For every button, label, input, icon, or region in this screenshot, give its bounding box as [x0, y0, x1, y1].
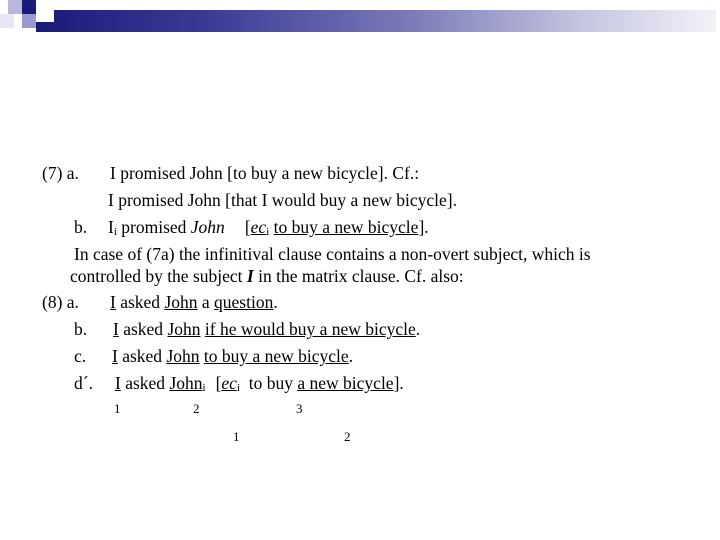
subject-I: I — [108, 217, 114, 237]
example-8c-label: c. — [74, 346, 87, 366]
example-7b-text — [108, 216, 429, 243]
example-8b-text: I asked John if he would buy a new bicycle. — [113, 319, 421, 339]
example-8a-text: I asked John a question. — [110, 292, 278, 312]
number-label: 1 — [114, 401, 121, 416]
verb: promised — [116, 217, 191, 237]
decor-square — [22, 14, 36, 28]
bracket-end: ]. — [418, 217, 429, 237]
example-8b-label: b. — [74, 319, 88, 339]
header-gradient-bar — [36, 10, 716, 32]
number-label: 1 — [233, 429, 240, 444]
subject-I: I — [246, 266, 254, 286]
number-label: 2 — [344, 429, 351, 444]
decor-square — [36, 10, 54, 22]
example-7a-text: I promised John [to buy a new bicycle]. Cf.: — [110, 163, 420, 183]
number-label: 2 — [193, 401, 200, 416]
example-7b-label: b. — [74, 217, 88, 237]
empty-category: ec — [250, 217, 267, 237]
number-label: 3 — [296, 401, 303, 416]
example-7a-line — [42, 162, 79, 184]
example-7a-cf-text: I promised John [that I would buy a new bicycle]. — [108, 190, 457, 210]
example-8d-text: I asked Johni [eci to buy a new bicycle]. — [115, 373, 404, 394]
example-8c-text: I asked John to buy a new bicycle. — [112, 346, 354, 366]
paragraph-line-2: controlled by the subject I in the matrix clause. Cf. also: — [70, 266, 464, 286]
example-8a-label: (8) a. — [42, 292, 79, 312]
example-label: (7) a. — [42, 163, 79, 183]
index: i — [113, 226, 117, 238]
decor-square — [22, 0, 36, 14]
decor-square — [0, 14, 14, 28]
object-john: John — [190, 217, 225, 237]
example-8d-label: d´. — [74, 373, 93, 393]
infinitival-clause: to buy a new bicycle — [273, 217, 419, 237]
index: i — [266, 226, 270, 238]
paragraph-line-1: In case of (7a) the infinitival clause contains a non-overt subject, which is — [74, 244, 591, 264]
bracket: [ — [244, 217, 251, 237]
decor-square — [8, 0, 22, 14]
